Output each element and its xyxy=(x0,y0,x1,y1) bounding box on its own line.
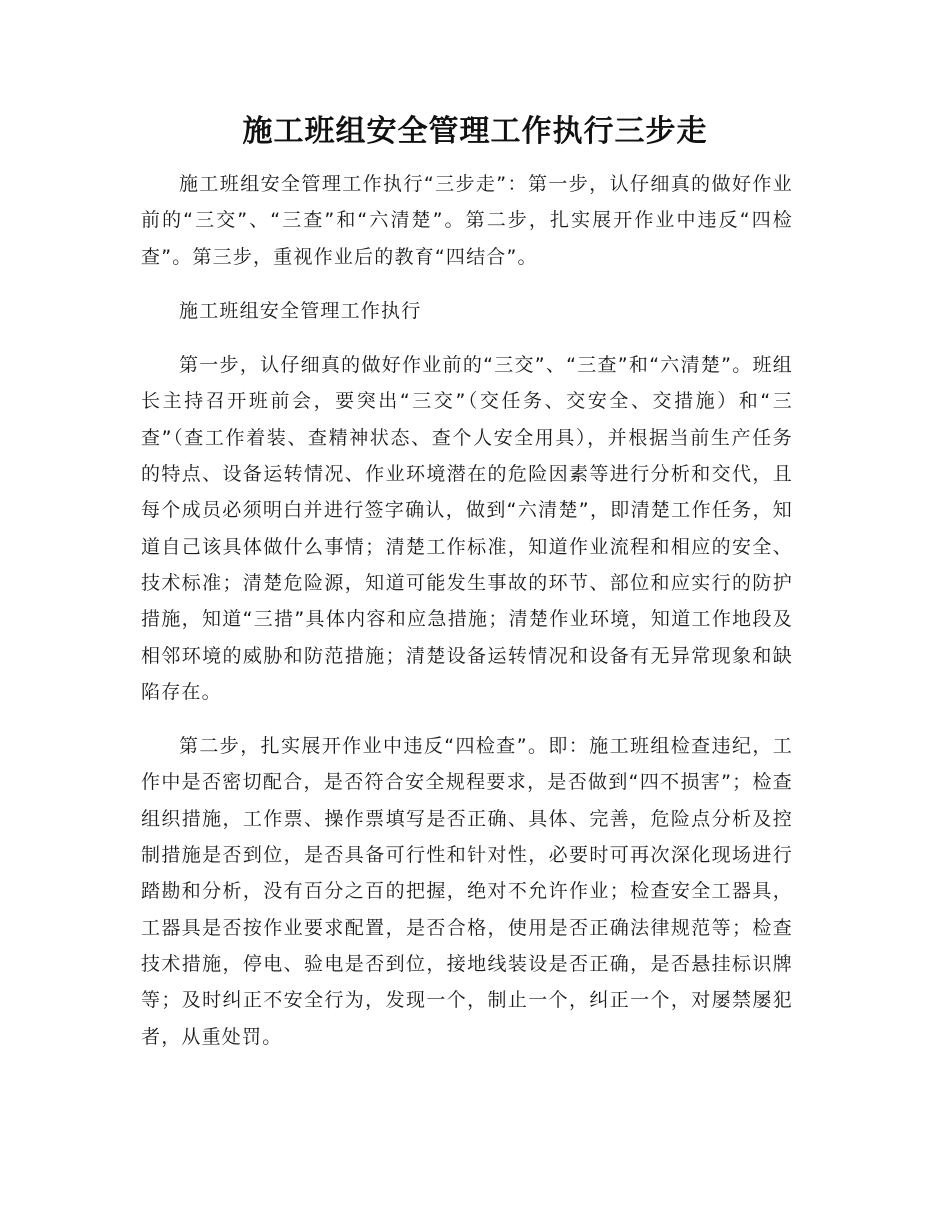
paragraph-summary: 施工班组安全管理工作执行“三步走”：第一步，认仔细真的做好作业前的“三交”、“三查”和“六清楚”。第二步，扎实展开作业中违反“四检查”。第三步，重视作业后的教育“四结合”。 xyxy=(141,173,793,268)
paragraph-step-two: 第二步，扎实展开作业中违反“四检查”。即：施工班组检查违纪，工作中是否密切配合，是否符合安全规程要求，是否做到“四不损害”；检查组织措施，工作票、操作票填写是否正确、具体、完善，危险点分析及控制措施是否到位，是否具备可行性和针对性，必要时可再次深化现场进行踏勘和分析，没有百分之百的把握，绝对不允许作业；检查安全工器具，工器具是否按作业要求配置，是否合格，使用是否正确法律规范等；检查技术措施，停电、验电是否到位，接地线装设是否正确，是否悬挂标识牌等；及时纠正不安全行为，发现一个，制止一个，纠正一个，对屡禁屡犯者，从重处罚。 xyxy=(141,735,793,1048)
paragraph-subheading: 施工班组安全管理工作执行 xyxy=(179,299,422,322)
paragraph-step-one: 第一步，认仔细真的做好作业前的“三交”、“三查”和“六清楚”。班组长主持召开班前会，要突出“三交”（交任务、交安全、交措施）和“三查”（查工作着装、查精神状态、查个人安全用具），并根据当前生产任务的特点、设备运转情况、作业环境潜在的危险因素等进行分析和交代，且每个成员必须明白并进行签字确认，做到“六清楚”，即清楚工作任务，知道自己该具体做什么事情；清楚工作标准，知道作业流程和相应的安全、技术标准；清楚危险源，知道可能发生事故的环节、部位和应实行的防护措施，知道“三措”具体内容和应急措施；清楚作业环境，知道工作地段及相邻环境的威胁和防范措施；清楚设备运转情况和设备有无异常现象和缺陷存在。 xyxy=(141,354,793,703)
document-body xyxy=(141,166,793,1073)
document-title: 施工班组安全管理工作执行三步走 xyxy=(242,114,708,149)
